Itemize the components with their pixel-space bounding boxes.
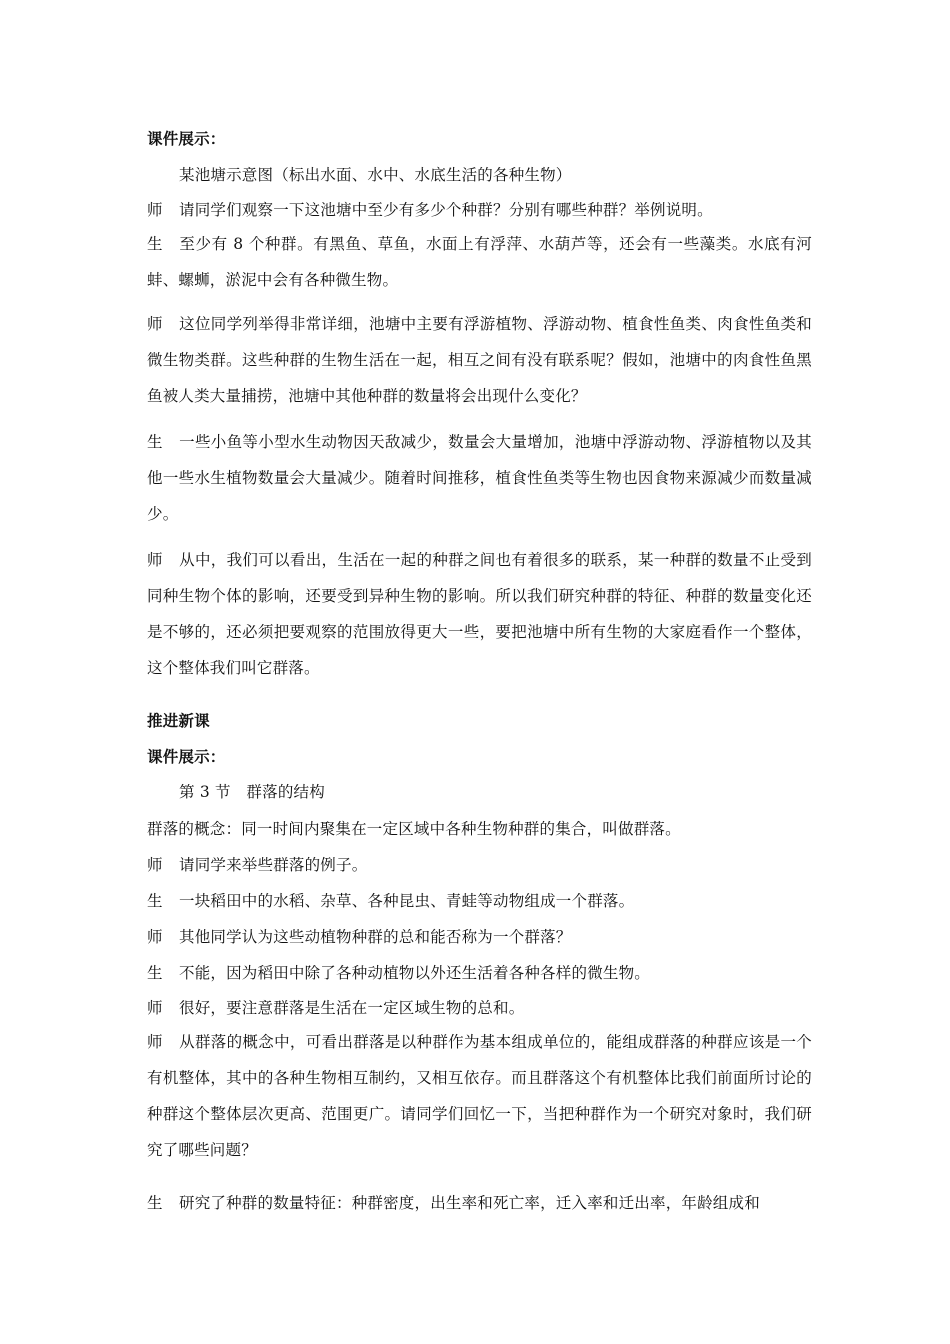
speaker-teacher: 师 [147,1033,163,1051]
speaker-teacher: 师 [147,999,163,1017]
dialogue-line-1 [147,195,812,225]
dialogue-text: 这位同学列举得非常详细，池塘中主要有浮游植物、浮游动物、植食性鱼类、肉食性鱼类和微生物类群。这些种群的生物生活在一起，相互之间有没有联系呢？假如，池塘中的肉食性鱼黑鱼被人类大量捕捞，池塘中其他种群的数量将会出现什么变化？ [147,315,812,405]
dialogue-text: 不能，因为稻田中除了各种动植物以外还生活着各种各样的微生物。 [179,964,651,982]
dialogue-line-12 [147,1191,812,1213]
speaker-teacher: 师 [147,551,163,569]
dialogue-line-7 [147,889,812,911]
dialogue-line-10 [147,996,812,1018]
dialogue-line-5 [147,542,812,686]
dialogue-line-4 [147,424,812,532]
speaker-teacher: 师 [147,856,163,874]
dialogue-line-6 [147,853,812,875]
dialogue-line-8 [147,925,812,947]
dialogue-text: 其他同学认为这些动植物种群的总和能否称为一个群落？ [179,928,572,946]
dialogue-text: 至少有 8 个种群。有黑鱼、草鱼，水面上有浮萍、水葫芦等，还会有一些藻类。水底有河蚌、螺蛳，淤泥中会有各种微生物。 [147,235,812,289]
heading-courseware-display-2: 课件展示： [147,748,226,766]
speaker-student: 生 [147,892,163,910]
dialogue-text: 很好，要注意群落是生活在一定区域生物的总和。 [179,999,525,1017]
speaker-student: 生 [147,964,163,982]
dialogue-text: 研究了种群的数量特征：种群密度，出生率和死亡率，迁入率和迁出率，年龄组成和 [179,1194,760,1212]
section-title: 第 3 节 群落的结构 [179,783,325,801]
dialogue-text: 从群落的概念中，可看出群落是以种群作为基本组成单位的，能组成群落的种群应该是一个有机整体，其中的各种生物相互制约，又相互依存。而且群落这个有机整体比我们前面所讨论的种群这个整体层次更高、范围更广。请同学们回忆一下，当把种群作为一个研究对象时，我们研究了哪些问题？ [147,1033,812,1159]
speaker-student: 生 [147,235,163,253]
dialogue-line-3 [147,306,812,414]
community-concept: 群落的概念：同一时间内聚集在一定区域中各种生物种群的集合，叫做群落。 [147,820,681,838]
speaker-student: 生 [147,1194,163,1212]
figure-caption-pond: 某池塘示意图（标出水面、水中、水底生活的各种生物） [179,166,572,184]
dialogue-text: 请同学来举些群落的例子。 [179,856,368,874]
dialogue-line-11 [147,1024,812,1168]
speaker-teacher: 师 [147,201,163,219]
heading-courseware-display: 课件展示： [147,130,226,148]
dialogue-text: 请同学们观察一下这池塘中至少有多少个种群？分别有哪些种群？举例说明。 [179,201,713,219]
dialogue-line-2 [147,226,812,298]
dialogue-text: 从中，我们可以看出，生活在一起的种群之间也有着很多的联系，某一种群的数量不止受到同种生物个体的影响，还要受到异种生物的影响。所以我们研究种群的特征、种群的数量变化还是不够的，还必须把要观察的范围放得更大一些，要把池塘中所有生物的大家庭看作一个整体，这个整体我们叫它群落。 [147,551,812,677]
speaker-teacher: 师 [147,315,163,333]
heading-new-lesson: 推进新课 [147,712,210,730]
speaker-student: 生 [147,433,163,451]
speaker-teacher: 师 [147,928,163,946]
dialogue-text: 一些小鱼等小型水生动物因天敌减少，数量会大量增加，池塘中浮游动物、浮游植物以及其他一些水生植物数量会大量减少。随着时间推移，植食性鱼类等生物也因食物来源减少而数量减少。 [147,433,812,523]
dialogue-line-9 [147,961,812,983]
dialogue-text: 一块稻田中的水稻、杂草、各种昆虫、青蛙等动物组成一个群落。 [179,892,635,910]
